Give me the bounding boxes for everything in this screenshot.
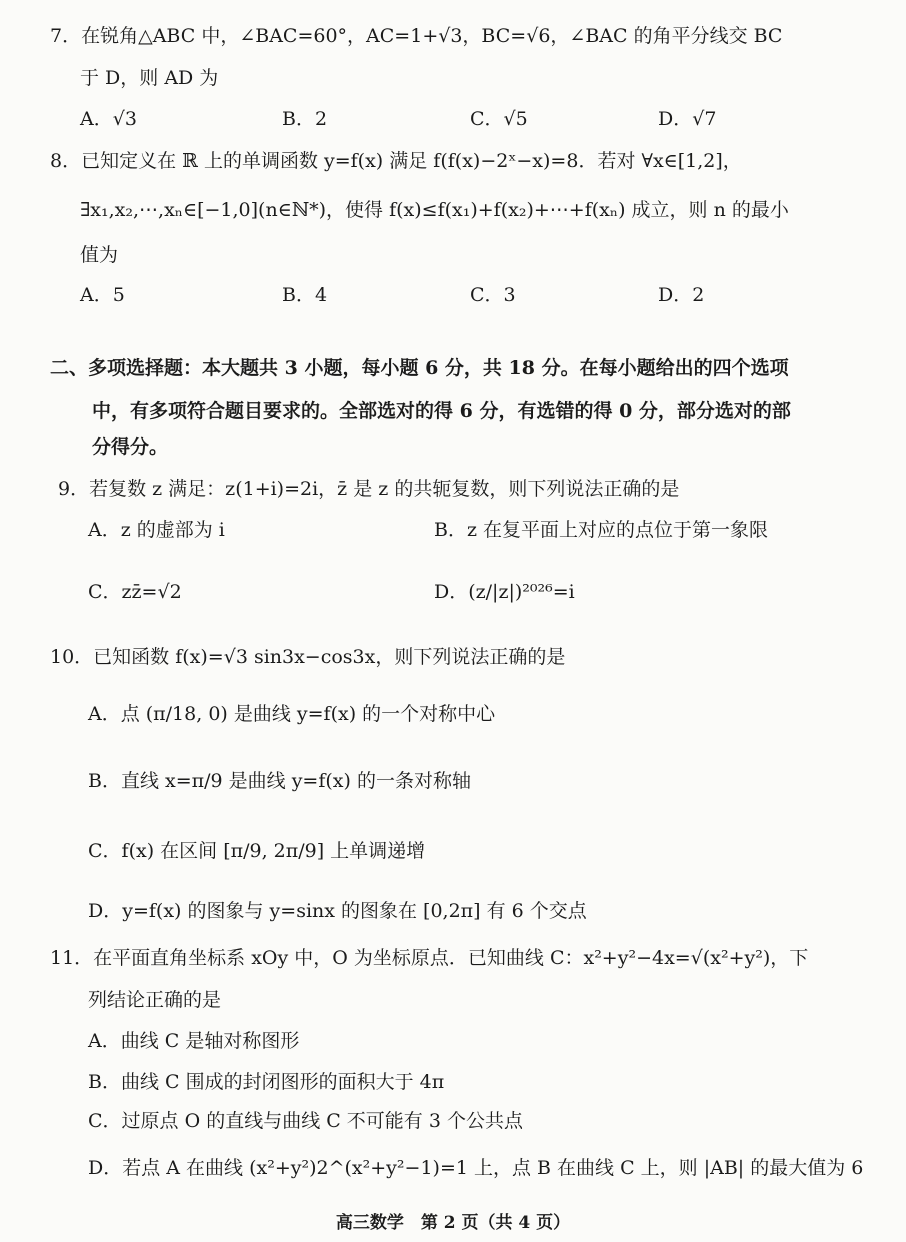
section-2-line1: 二、多项选择题：本大题共 3 小题，每小题 6 分，共 18 分。在每小题给出的四个选项 [50,357,789,379]
section-2-line3: 分得分。 [92,436,169,458]
q11-option-a: A．曲线 C 是轴对称图形 [88,1030,300,1052]
q8-option-b: B．4 [282,284,328,306]
q7-option-b: B．2 [282,108,328,130]
q9-option-a: A．z 的虚部为 i [88,519,225,541]
q9-stem: 9．若复数 z 满足：z(1+i)=2i，z̄ 是 z 的共轭复数，则下列说法正确的是 [58,478,680,500]
q11-option-b: B．曲线 C 围成的封闭图形的面积大于 4π [88,1071,445,1093]
q11-option-d: D．若点 A 在曲线 (x²+y²)2^(x²+y²−1)=1 上，点 B 在曲线 C 上，则 |AB| 的最大值为 6 [88,1157,864,1179]
q10-option-a: A．点 (π/18, 0) 是曲线 y=f(x) 的一个对称中心 [88,703,496,725]
q7-stem-line1: 7．在锐角△ABC 中，∠BAC=60°，AC=1+√3，BC=√6，∠BAC 的角平分线交 BC [50,25,783,47]
q8-option-d: D．2 [658,284,705,306]
q11-option-c: C．过原点 O 的直线与曲线 C 不可能有 3 个公共点 [88,1110,523,1132]
section-2-line2: 中，有多项符合题目要求的。全部选对的得 6 分，有选错的得 0 分，部分选对的部 [92,400,791,422]
q9-option-d: D．(z/|z|)²⁰²⁶=i [434,581,575,603]
q8-option-c: C．3 [470,284,516,306]
page-footer: 高三数学 第 2 页（共 4 页） [335,1213,571,1233]
q9-option-b: B．z 在复平面上对应的点位于第一象限 [434,519,769,541]
q8-option-a: A．5 [80,284,125,306]
q7-option-d: D．√7 [658,108,717,130]
q9-option-c: C．zz̄=√2 [88,581,182,603]
q10-stem: 10．已知函数 f(x)=√3 sin3x−cos3x，则下列说法正确的是 [50,646,566,668]
q11-stem-line1: 11．在平面直角坐标系 xOy 中，O 为坐标原点．已知曲线 C：x²+y²−4x=√(x²+y²)，下 [50,947,809,969]
q10-option-c: C．f(x) 在区间 [π/9, 2π/9] 上单调递增 [88,840,426,862]
q8-stem-line1: 8．已知定义在 ℝ 上的单调函数 y=f(x) 满足 f(f(x)−2ˣ−x)=8．若对 ∀x∈[1,2]， [50,150,742,172]
q7-option-a: A．√3 [80,108,137,130]
q7-option-c: C．√5 [470,108,528,130]
q8-stem-line3: 值为 [80,244,119,266]
q11-stem-line2: 列结论正确的是 [88,989,222,1011]
q10-option-b: B．直线 x=π/9 是曲线 y=f(x) 的一条对称轴 [88,770,471,792]
q10-option-d: D．y=f(x) 的图象与 y=sinx 的图象在 [0,2π] 有 6 个交点 [88,900,587,922]
q7-stem-line2: 于 D，则 AD 为 [80,67,219,89]
q8-stem-line2: ∃x₁,x₂,⋯,xₙ∈[−1,0](n∈ℕ*)，使得 f(x)≤f(x₁)+f(x₂)+⋯+f(xₙ) 成立，则 n 的最小 [80,199,789,221]
